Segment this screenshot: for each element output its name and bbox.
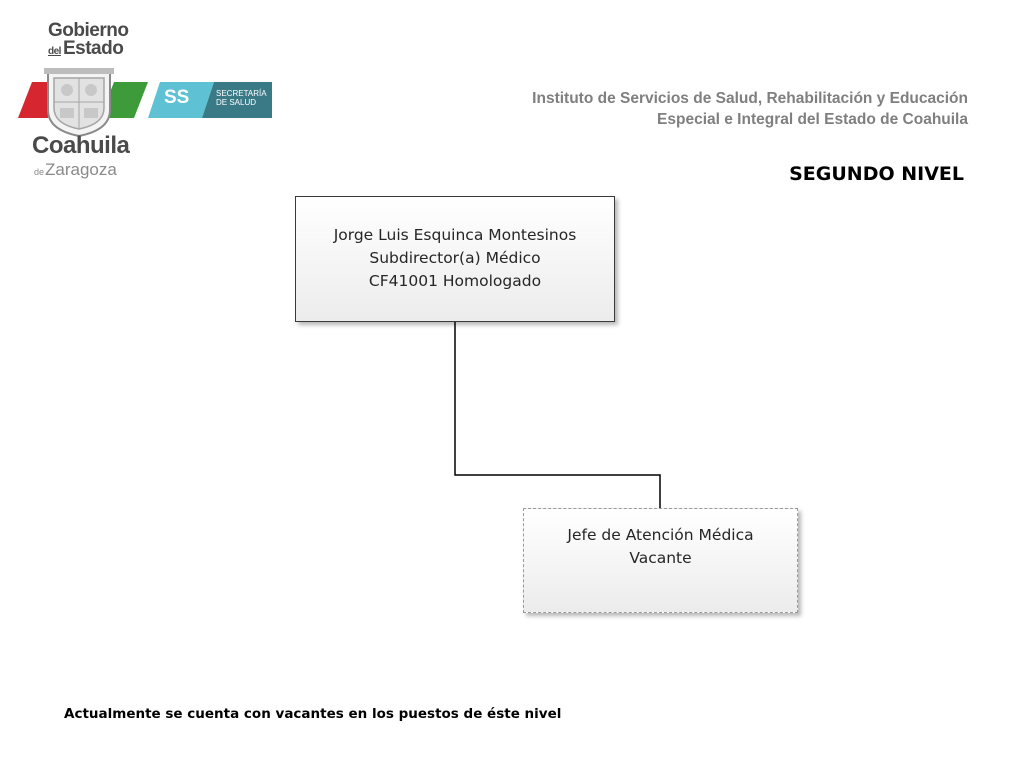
gov-line-1: Gobierno: [48, 20, 129, 41]
de-small: de: [34, 167, 45, 177]
ss-abbrev: SS: [164, 87, 190, 108]
director-title: Subdirector(a) Médico: [369, 249, 541, 267]
institute-name: [532, 88, 968, 130]
institute-line-2: Especial e Integral del Estado de Coahuila: [657, 111, 968, 128]
state-suffix: [34, 160, 117, 180]
jefe-status: Vacante: [629, 549, 692, 567]
secretaria-salud-badge: [148, 82, 272, 118]
state-name: Coahuila: [32, 132, 130, 159]
jefe-title: Jefe de Atención Médica: [567, 526, 754, 544]
jefe-box: [523, 508, 798, 613]
government-logo: [18, 18, 278, 184]
vacancy-note: Actualmente se cuenta con vacantes en los puestos de éste nivel: [64, 706, 562, 722]
gov-small-word: del: [48, 46, 61, 57]
gov-line-2-text: Estado: [62, 38, 124, 59]
level-title: SEGUNDO NIVEL: [789, 163, 964, 185]
institute-line-1: Instituto de Servicios de Salud, Rehabilitación y Educación: [532, 90, 968, 107]
secretaria-text: SECRETARÍA DE SALUD: [216, 89, 267, 107]
zaragoza-text: Zaragoza: [45, 160, 117, 179]
director-name: Jorge Luis Esquinca Montesinos: [333, 226, 577, 244]
coat-of-arms-icon: [40, 66, 118, 138]
connector-line: [455, 322, 660, 508]
gov-line-2: [48, 38, 123, 60]
director-code: CF41001 Homologado: [368, 272, 542, 290]
director-box: [295, 196, 615, 322]
